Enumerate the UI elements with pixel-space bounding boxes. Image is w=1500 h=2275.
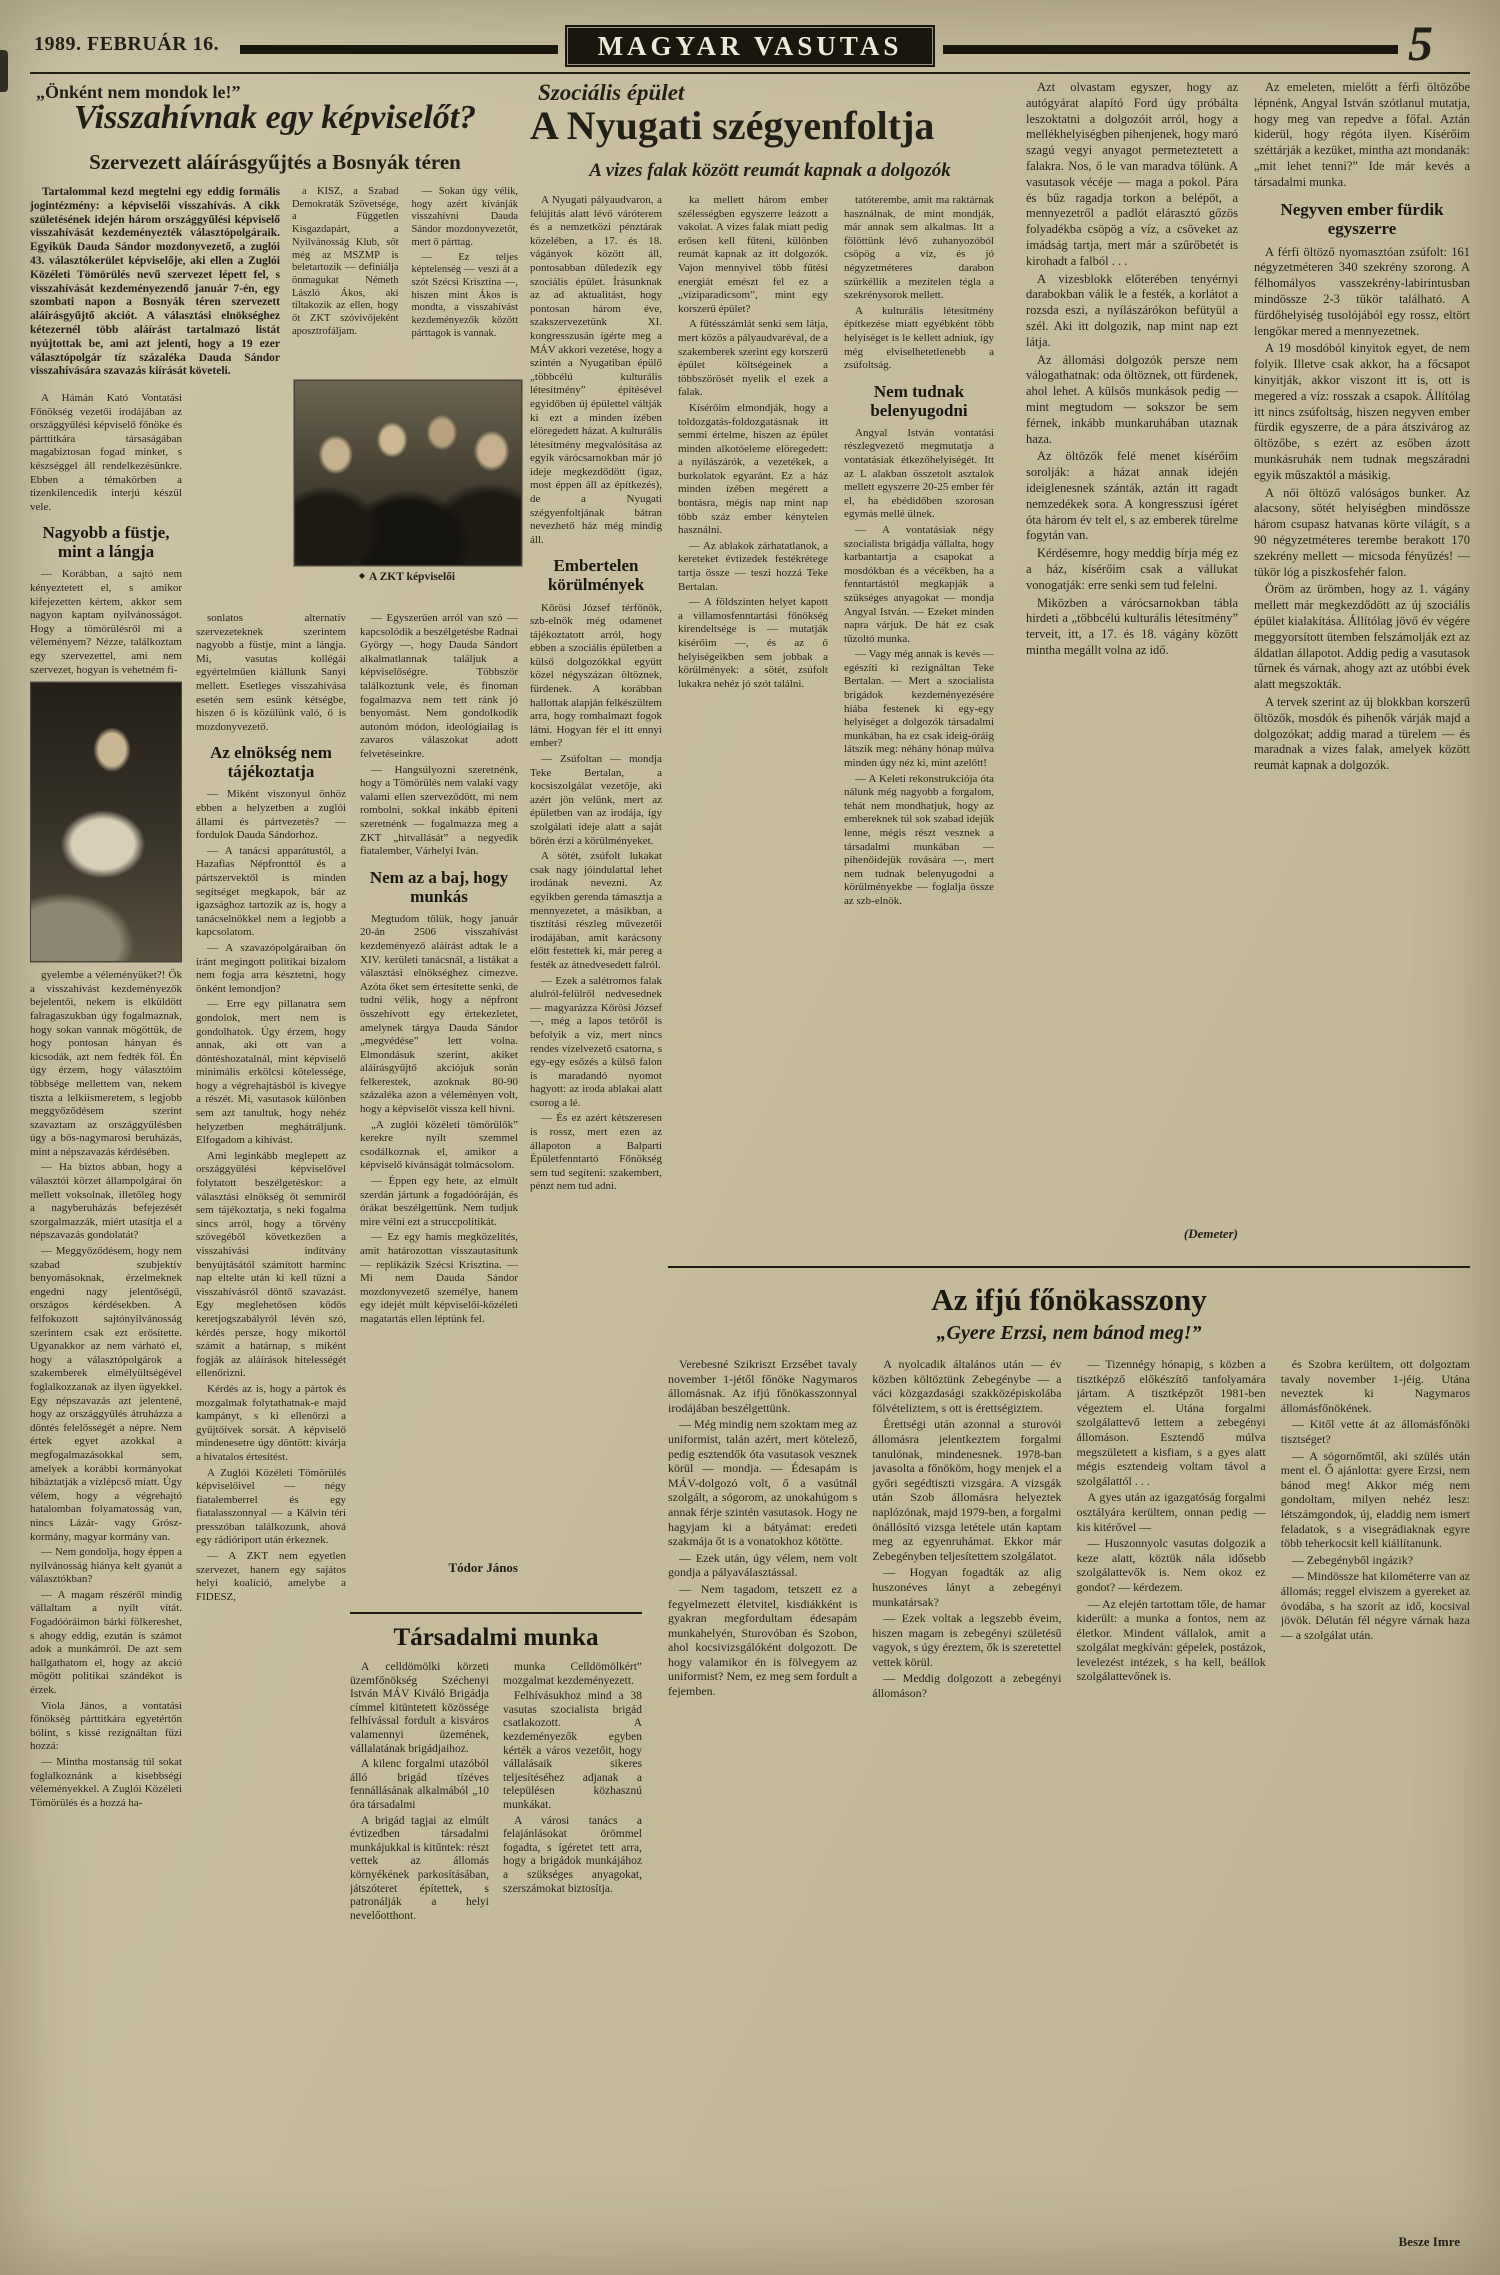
paragraph: Azt olvastam egyszer, hogy az autógyárat alapító Ford úgy próbálta leszoktatni a dolgozóit arról, hogy a mellékhelyiségben pihenjenek, hogy maró szagú vegyi anyagot permeteztetett a falakra. Nos, ő le van maradva tőlünk. A vasutasok vécéje — maga a pokol. Pára és bűz ragadja torkon a belépőt, a mennyezetről a padlót elárasztó gőzös folyadékba csöpög a víz, a csöveket az imádság tartja, mert már a szűrőbetét is kirohadt a falból . . . xyxy=(1026,80,1238,268)
paragraph: A városi tanács a felajánlásokat örömmel fogadta, s ígéretet tett arra, hogy a brigádok munkájához a szükséges anyagokat, szerszámokat biztosítja. xyxy=(503,1814,642,1895)
nyugati-headline: A Nyugati szégyenfoltja xyxy=(530,103,935,148)
paragraph: — Az ablakok zárhatatlanok, a kereteket évtizedek festékrétege tartja össze — teszi hozzá Teke Bertalan. xyxy=(678,539,828,593)
header-bar-right xyxy=(943,45,1398,54)
tarsadalmi-box xyxy=(350,1612,642,2258)
paragraph: „A zuglói közéleti tömörülők” kerekre nyílt szemmel csodálkoznak el, amikor a képviselő kívánságát tolmácsolom. xyxy=(360,1118,518,1172)
paragraph: tatóterembe, amit ma raktárnak használnak, de mint mondják, már annak sem alkalmas. Itt a fölöttünk lévő zuhanyozóból csöpög a víz, és jó négyzetméteres darabon szürkéllik a mezítelen tégla a szekrénysorok mellett. xyxy=(844,194,994,302)
tarsadalmi-column-2 xyxy=(503,1661,642,2221)
paragraph: Az állomási dolgozók persze nem válogathatnak: oda öltöznek, ott fürdenek, ahol lehet. A külsős munkások pedig — mint megtudom — sokszor be sem férnek, inkább munkaruhában utaznak haza. xyxy=(1026,352,1238,446)
paragraph: Miközben a várócsarnokban tábla hirdeti a „többcélú kulturális létesítmény” terveit, itt, a 17. és 18. vágány között mintha megállt volna az idő. xyxy=(1026,595,1238,657)
paragraph: — A vontatásiak négy szocialista brigádja vállalta, hogy karbantartja a csapokat a mosdókban és a vécékben, ha a fenntartástól megkapják a szükséges anyagokat — mondja Angyal István. — Ezeket minden napra várjuk. De hát ez csak tűzoltó munka. xyxy=(844,523,994,645)
paragraph: — Az elején tartottam tőle, de hamar kiderült: a munka a fontos, nem az életkor. Mindent vállalok, amit a szolgálat megkíván: gépelek, postázok, levelezést intézek, s ha kell, beállok szolgálattevőnek is. xyxy=(1076,1596,1266,1684)
paragraph: A férfi öltöző nyomasztóan zsúfolt: 161 négyzetméteren 340 szekrény szorong. A félhomályos vasszekrény-labirintusban mindössze 2-3 tükör található. A fürdőhelyiség tusolójából egy rossz, eltört lengőkar mered a mennyezetnek. xyxy=(1254,244,1470,338)
paragraph: — Sokan úgy vélik, hogy azért kívánják visszahívni Dauda Sándor mozdonyvezetőt, mert ő párttag. xyxy=(411,186,518,248)
paragraph: — A Keleti rekonstrukciója óta nálunk még nagyobb a forgalom, tehát nem mondhatjuk, hogy az embereknek túl sok szabad idejük lenne, mégis részt vesznek a társadalmi munkában — pihenőidejük rovására —, mert nem tudnak belenyugodni a körülményekbe — foglalja össze az szb-elnök. xyxy=(844,772,994,907)
paragraph: — Ez teljes képtelenség — veszi át a szót Szécsi Krisztina —, hiszen mint Ákos is mondta, a visszahívást kezdeményezők között párttagok is vannak. xyxy=(411,251,518,339)
paragraph: gyelembe a véleményüket?! Ők a visszahívást kezdeményezők bejelentői, nekem is elküldött falragaszukban úgy fogalmaznak, hogy sokan vannak mögöttük, de hogy pontosan hányan és kicsodák, azt nem fedték föl. Én úgy érzem, hogy választóim többsége mellettem van, nekem tiszta a lelkiismeretem, s legjobb meggyőződésem szerint szavaztam az országgyűlésben úgy a bős-nagymarosi beruházás, mint a népszavazás kérdésében. xyxy=(30,969,182,1158)
caption-text: A ZKT képviselői xyxy=(369,571,456,583)
column-text xyxy=(360,612,518,859)
paragraph: A vizesblokk előterében tenyérnyi darabokban válik le a festék, a korlátot a rozsda eszi, a nyílászárókon befütyül a szél. Aki itt dolgozik, nap mint nap ezt látja. xyxy=(1026,271,1238,349)
paragraph: — Nem tagadom, tetszett ez a fegyelmezett életvitel, kisdiákként is gyakran megfordultam édesapám munkahelyén, Sturovóban és Szobon, ahol kocsivizsgálóként dolgozott. De hogy valamikor én is fölvegyem az uniformist? Nem, ez meg sem fordult a fejemben. xyxy=(668,1581,858,1699)
paragraph: Verebesné Szikriszt Erzsébet tavaly november 1-jétől főnöke Nagymaros állomásnak. Az ifjú főnökasszonnyal irodájában beszélgettünk. xyxy=(668,1357,858,1415)
paragraph: — Meggyőződésem, hogy nem szabad szubjektív benyomásoknak, érzelmeknek engedni nagy jelentőségű, országos kérdésekben. A felfokozott sajtónyilvánosság szerintem csak ezt erősítette. Ugyanakkor az nem várható el, hogy a választópolgárok a szakemberek elmélyültségével foglalkozzanak az ilyen ügyekkel. Egy népszavazás azt jelentené, hogy az országgyűlés átruházza a döntés felelősségét a népre. Nem értek egyet azokkal a megfogalmazásokkal sem, amelyek a korábbi kormányokat hibáztatják a vízlépcső miatt. Úgy vélem, hogy a végrehajtó hatalomban folyamatosság van, nincs Lázár- vagy Grósz-kormány, magyar kormány van. xyxy=(30,1245,182,1543)
paragraph: és Szobra kerültem, ott dolgoztam tavaly november 1-jéig. Utána neveztek ki Nagymaros állomásfőnökének. xyxy=(1280,1357,1470,1415)
paragraph: A gyes után az igazgatóság forgalmi osztályára kerültem, onnan pedig — kis kitérővel — xyxy=(1076,1490,1266,1534)
paragraph: — Hangsúlyozni szeretnénk, hogy a Tömörülés nem valaki vagy valami ellen szerveződött, mi nem rombolni, sokkal inkább építeni szeretnénk — fogalmazza meg a ZKT „hitvallását” a negyedik fiatalember, Várhelyi Iván. xyxy=(360,763,518,858)
paragraph: — Nem gondolja, hogy éppen a nyilvánosság hiánya kelt gyanút a választókban? xyxy=(30,1546,182,1586)
paragraph: A Hámán Kató Vontatási Főnökség vezetői irodájában az országgyűlési képviselő főnöke és párttitkára társaságában magabiztosan fogad minket, s készséggel áll rendelkezésünkre. Ebben a témakörben a tizenkilencedik interjú készül vele. xyxy=(30,392,182,513)
fonokasszony-column-1 xyxy=(668,1357,857,2207)
nyugati-byline: (Demeter) xyxy=(1183,1226,1238,1241)
paragraph: — Zsúfoltan — mondja Teke Bertalan, a kocsiszolgálat vezetője, aki azért jön velünk, mert az épületben van az irodája, így szolgálati ideje alatt a saját bőrén érzi a körülményeket. xyxy=(530,753,662,847)
column-text xyxy=(30,568,182,677)
paragraph: Kérdésemre, hogy meddig bírja még ez a ház, kísérőim csak a vállukat vonogatják: erre senki sem tud felelni. xyxy=(1026,546,1238,592)
recall-lead-continuation xyxy=(292,186,518,378)
paragraph: — Erre egy pillanatra sem gondolok, mert nem is gondolhatok. Úgy érzem, hogy annak, aki ott van a döntéshozatalnál, mint képviselő minimális erkölcsi kötelessége, hogy a végrehajtásból is kivegye a részét. Mi, vasutasok különben sem azt tanultuk, hogy nehéz helyzetben meghátráljunk. Elfogadom a kihívást. xyxy=(196,998,346,1147)
header-rule xyxy=(30,72,1470,74)
paragraph: — A tanácsi apparátustól, a Hazafias Népfronttól és a pártszervektől is minden segítséget megkapok, bár az igazsághoz tartozik az is, hogy a tanácselnökkel nem a legjobb a kapcsolatom. xyxy=(196,844,346,939)
nyugati-column-4 xyxy=(1026,80,1238,1220)
paragraph: Öröm az ürömben, hogy az 1. vágány mellett már megkezdődött az új szociális épület kialakítása. Állítólag jövő év végére meggyorsított ütemben felszámolják ezt az áldatlan állapotot. Addig pedig a vasutasok tűrnek és várnak, ahogy azt az utóbbi évek alatt megszokták. xyxy=(1254,582,1470,692)
paragraph: — Egyszerűen arról van szó — kapcsolódik a beszélgetésbe Radnai György —, hogy Dauda Sándort alkalmatlannak találjuk a képviselőségre. Többször találkoztunk vele, és finoman fogalmazva nem tett ránk jó benyomást. Nem gondolkodik autonóm módon, ideológiailag is zavaros válaszokat adott felvetéseinkre. xyxy=(360,612,518,760)
scan-artifact xyxy=(0,50,8,92)
recall-subhead: Szervezett aláírásgyűjtés a Bosnyák téren xyxy=(89,150,461,174)
paragraph: — A szavazópolgáraiban ön iránt megingott politikai bizalom nem fogja arra késztetni, hogy önként lemondjon? xyxy=(196,941,346,995)
paragraph: — Korábban, a sajtó nem kényeztetett el, s amikor kifejezetten kértem, akkor sem nagyon kaptam nyilvánosságot. Hogy a tömörülésről mi a véleményem? Nézze, találkoztam egy szervezettel, ami nem szervezet, hogyan is vehetném fi- xyxy=(30,568,182,676)
fonokasszony-box xyxy=(668,1266,1470,2258)
column-text xyxy=(196,788,346,1604)
paragraph: A celldömölki körzeti üzemfőnökség Széchenyi István MÁV Kiváló Brigádja címmel kitüntetett közössége felhívással fordult a kisváros valamennyi üzemének, vállalatának brigádjaihoz. xyxy=(350,1661,489,1755)
fonokasszony-title: Az ifjú főnökasszony xyxy=(931,1282,1207,1317)
recall-byline: Tódor János xyxy=(448,1560,518,1575)
paragraph: — Kitől vette át az állomásfőnöki tisztséget? xyxy=(1280,1417,1470,1446)
paragraph: A fűtésszámlát senki sem látja, mert közös a pályaudvaréval, de a szakemberek szerint egy korszerű épület költségeinek a többszörösét nyelik el ezek a falak. xyxy=(678,318,828,399)
paragraph: Kérdés az is, hogy a pártok és mozgalmak folytathatnak-e majd kampányt, s ki ellenőrzi a gyűjtőívek sorsát. A képviselő mindenesetre úgy döntött: kivárja a hivatalos értesítést. xyxy=(196,1382,346,1463)
recall-kicker: „Önként nem mondok le!” xyxy=(36,82,241,102)
paragraph: Érettségi után azonnal a sturovói állomásra jelentkeztem forgalmi tanulónak, mindenesnek. 1978-ban javasolta a főnököm, hogy menjek el a győri segédtiszti vizsgára. A vizsgák után Szob állomásra helyeztek naplózónak, majd 1979-ben, a forgalmi önállósító vizsga letétele után kaptam meg az egyenruhámat. Ekkor már Zebegényben teljesítettem szolgálatot. xyxy=(872,1417,1062,1563)
column-text xyxy=(360,913,518,1327)
column-text xyxy=(530,602,662,1195)
paragraph: — Éppen egy hete, az elmúlt szerdán jártunk a fogadóóráján, és órákat beszélgettünk. Nem tudjuk mire vélni ezt a struccpolitikát. xyxy=(360,1175,518,1228)
column-text xyxy=(1254,80,1470,191)
paragraph: A tervek szerint az új blokkban korszerű öltözők, mosdók és pihenők várják majd a dolgozókat; addig marad a türelem — és maradnak a vizes falak, amelyek között reumát kapnak a dolgozók. xyxy=(1254,694,1470,773)
caption-marker-icon: ◆ xyxy=(358,571,366,580)
paragraph: — Még mindig nem szoktam meg az uniformist, talán azért, mert kötelező, pedig esztendők óta vasutasok vesznek körül — mondja. — Édesapám is MÁV-dolgozó volt, ő a vasútnál szolgált, a sógorom, az unokahúgom s annak férje szintén vasutasok. Hogy ne hagyjam ki a bátyámat: eredeti szakmája őt is a vonatokhoz kötötte. xyxy=(668,1417,858,1549)
nyugati-column-5 xyxy=(1254,80,1470,1250)
paragraph: munka Celldömölkért” mozgalmat kezdeményezett. xyxy=(503,1661,642,1687)
column-text xyxy=(844,194,994,373)
paragraph: — Mindössze hat kilométerre van az állomás; reggel elviszem a gyereket az óvodába, s ha szorít az idő, kocsival jövök. Délután fél négyre várnak haza — a szolgálat után. xyxy=(1280,1569,1470,1642)
paragraph: — Tizennégy hónapig, s közben a tisztképző előkészítő tanfolyamára jártam. A tisztképzőt 1981-ben végeztem el. Utána forgalmi szolgálattevő lettem a zebegényi állomáson. Esztendő múlva megszületett a kisfiam, s a gyes alatt mégis esztendeig voltam távol a szolgálattól . . . xyxy=(1076,1357,1266,1488)
paragraph: Angyal István vontatási részlegvezető megmutatja a vontatásiak étkezőhelyiségét. Itt az L alakban összetolt asztalok mellett egyszerre 20-25 ember fér el, ha ebédidőben szorosan egymás mellé ülnek. xyxy=(844,426,994,521)
paragraph: — Ezek a salétromos falak alulról-felülről nedvesednek — magyarázza Kőrösi József —, még a lapos tetőről is befolyik a víz, mert nincs rendes vízelvezető csatorna, s egy-egy esőzés a külső falon is maradandó nyomot hagyott: az iroda ablakai alatt csorog a lé. xyxy=(530,974,662,1109)
column-text xyxy=(30,969,182,1810)
paragraph: A női öltöző valóságos bunker. Az alacsony, sötét helyiségben mindössze három csupasz hatvanas körte világít, s a 90 négyzetméteres terembe berakott 170 szekrény mellett — micsoda fényűzés! — tükör lóg a piszkosfehér falon. xyxy=(1254,485,1470,579)
paragraph: — Ez egy hamis megközelítés, amit határozottan visszautasítunk — replikázik Szécsi Krisztina. — Mi nem Dauda Sándor mozdonyvezető személye, hanem egy idejét múlt képviselői-közéleti magatartás ellen léptünk fel. xyxy=(360,1231,518,1325)
issue-date: 1989. FEBRUÁR 16. xyxy=(34,33,220,55)
recall-headline: Visszahívnak egy képviselőt? xyxy=(73,99,477,136)
nyugati-column-3 xyxy=(844,194,994,1252)
paragraph: Kísérőim elmondják, hogy a toldozgatás-foldozgatásnak itt semmi értelme, hiszen az épület minden alkotóeleme elöregedett: a nyílászárók, a vezetékek, a burkolatok egyaránt. Ez a ház minden ízében megérett a bontásra, mégis nap mint nap több száz ember kénytelen használni. xyxy=(678,401,828,537)
paragraph: A Zuglói Közéleti Tömörülés képviselőivel — négy fiatalemberrel és egy fiatalasszonnyal — a Kálvin téri presszóban találkozunk, ahová egy rádióriport után érkeznek. xyxy=(196,1466,346,1547)
paragraph: A sötét, zsúfolt lukakat csak nagy jóindulattal lehet irodának nevezni. Az egyikben gerenda támasztja a mennyezetet, a másikban, a tisztítási részleg művezetői irodájában, amit karácsony előtt festettek ki, már pereg a festék az átnedvesedett falról. xyxy=(530,850,662,971)
paragraph: — Mintha mostanság túl sokat foglalkoznánk a kisebbségi véleményekkel. A Zuglói Közéleti Tömörülés és a hozzá ha- xyxy=(30,1756,182,1809)
column-text xyxy=(30,392,182,514)
recall-column-1 xyxy=(30,392,182,2248)
fonokasszony-column-4 xyxy=(1281,1357,1470,2207)
paragraph: sonlatos alternatív szervezeteknek szerintem nagyobb a füstje, mint a lángja. Mi, vasutas kollégái egyértelműen kiállunk Sanyi mellett. Esetleges visszahívása esetén sem esünk kétségbe, hiszen ő is közülünk való, ő is mozdonyvezető. xyxy=(196,612,346,733)
paragraph: A kulturális létesítmény építkezése miatt egyébként több helyiséget is le kellett adniuk, így még elviselhetetlenebb a zsúfoltság. xyxy=(844,304,994,372)
paragraph: — A sógornőmtől, aki szülés után ment el. Ő ajánlotta: gyere Erzsi, nem bánod meg! Akkor még nem gondoltam, milyen nehéz lesz: létszámgondok, új, eladdig nem ismert feladatok, s a visegrádiaknak egyre több teherkocsit kell kiállítanunk. xyxy=(1280,1448,1470,1551)
nyugati-column-1 xyxy=(530,194,662,1590)
paragraph: — Huszonnyolc vasutas dolgozik a keze alatt, köztük nála idősebb szolgálattevők is. Nem okoz ez gondot? — kérdezem. xyxy=(1076,1536,1266,1594)
page-number: 5 xyxy=(1408,15,1433,71)
tarsadalmi-title: Társadalmi munka xyxy=(393,1624,599,1651)
paragraph: a KISZ, a Szabad Demokraták Szövetsége, a Független Kisgazdapárt, a Nyilvánosság Klub, sőt még az MSZMP is beletartozik — definiálja önmagukat Németh László Ákos, aki tiltakozik az ellen, hogy őt ZKT szóvivőjeként aposztrofáljam. xyxy=(292,186,399,337)
column-text xyxy=(844,427,994,909)
column-text xyxy=(196,612,346,734)
paragraph: — Ezek voltak a legszebb éveim, hiszen magam is zebegényi születésű vagyok, s úgy éreztem, ők is szeretettel vettek körül. xyxy=(872,1611,1062,1669)
nyugati-kicker: Szociális épület xyxy=(538,80,685,105)
paragraph: A nyolcadik általános után — év közben költöztünk Zebegénybe — a váci közgazdasági szakközépiskolába fölvételiztem, s ott is érettségiztem. xyxy=(872,1357,1062,1415)
paragraph: — A magam részéről mindig vállaltam a nyílt vitát. Fogadóóráimon bárki fölkereshet, s ahogy eddig, ezután is számot adok a munkámról. De azt sem hallgathatom el, hogy az akció mögött politikai szándékot is érzek. xyxy=(30,1588,182,1697)
paragraph: A kilenc forgalmi utazóból álló brigád tízéves fennállásának alkalmából „10 óra társadalmi xyxy=(350,1758,489,1811)
paragraph: — Hogyan fogadták az alig huszonéves lányt a zebegényi munkatársak? xyxy=(872,1565,1062,1609)
column-text xyxy=(1254,245,1470,774)
fonokasszony-column-3 xyxy=(1077,1357,1266,2207)
photo-caption xyxy=(294,570,520,583)
lead-paragraph: Tartalommal kezd megtelni egy eddig formális jogintézmény: a képviselői visszahívás. A cikk születésének idején három országgyűlési képviselő visszahívását kezdeményezték választópolgáraik. Egyikük Dauda Sándor mozdonyvezető, a zuglói 43. választókerület képviselője, aki ellen a Zuglói Közéleti Tömörülés nevű szervezet lépett fel, s visszahívását kezdeményezendő január 7-én, egy szombati napon a Bosnyák téren szervezett aláírásgyűjtő akciót. A választási elnökséghez kétezernél több aláírást tartalmazó listát nyújtottak be, ami azt jelenti, hogy a 19 ezer választópolgár tíz százaléka Dauda Sándor visszahívására szavazás kiírását követeli. xyxy=(30,186,280,378)
crosshead-smoke: Nagyobb a füstje, mint a lángja xyxy=(42,523,170,562)
masthead: MAGYAR VASUTAS xyxy=(565,25,935,67)
paragraph: Az emeleten, mielőtt a férfi öltözőbe lépnénk, Angyal István szótlanul mutatja, hogy meg van repedve a főfal. Aztán kiderül, hogy régóta ilyen. Kísérőim széttárják a kezüket, mintha azt mondanák: „mit lehet tenni?” Ide már kevés a társadalmi munka. xyxy=(1254,80,1470,189)
group-photo xyxy=(294,380,522,566)
nyugati-subhead: A vizes falak között reumát kapnak a dolgozók xyxy=(589,160,951,181)
paragraph: — És ez azért kétszeresen is rossz, mert ezen az állapoton a Balparti Épületfenntartó Főnökség sem tud segíteni: szakembert, pénzt nem tud adni. xyxy=(530,1112,662,1193)
fonokasszony-column-2 xyxy=(872,1357,1061,2207)
paragraph: — A ZKT nem egyetlen szervezet, hanem egy sajátos helyi koalíció, amelybe a FIDESZ, xyxy=(196,1550,346,1603)
paragraph: Megtudom tőlük, hogy január 20-án 2506 visszahívást kezdeményező aláírást adtak le a XIV. kerületi tanácsnál, a listákat a választási elnökséghez címezve. Azóta őket sem értesítette senki, de tudni vélik, hogy a népfront összehívott egy értekezletet, amelynek tárgya Dauda Sándor „megvédése” lett volna. Elmondásuk szerint, akiket aláírásgyűjtő akciójuk során felkerestek, azoknak 80-90 százaléka azon a véleményen volt, hogy a képviselőt vissza kell hívni. xyxy=(360,912,518,1116)
crosshead-forty: Negyven ember fürdik egyszerre xyxy=(1280,199,1444,238)
paragraph: — Vagy még annak is kevés — egészíti ki rezignáltan Teke Bertalan. — Mert a szocialista brigádok kezdeményezésére hiába festenek ki egy-egy helyiséget a dolgozók társadalmi munkában, ha ez csak ideig-óráig látszik meg: néhány hónap múlva minden úgy néz ki, mint azelőtt! xyxy=(844,648,994,770)
recall-column-3 xyxy=(360,612,518,1552)
crosshead-worker: Nem az a baj, hogy munkás xyxy=(369,867,509,906)
column-text xyxy=(530,194,662,547)
recall-lead xyxy=(30,186,280,378)
paragraph: — Ezek után, úgy vélem, nem volt gondja a pályaválasztással. xyxy=(668,1550,858,1580)
recall-column-2 xyxy=(196,612,346,2245)
paragraph: ka mellett három ember szélességben egyszerre leázott a vakolat. A vizes falak miatt pedig erősen kell fűteni, különben reumát kapnak az itt dolgozók. Vajon mennyivel több fűtési energiát emészt fel ez a „víziparadicsom”, mint egy korszerű épület? xyxy=(678,194,828,315)
paragraph: — Ha biztos abban, hogy a választói körzet állampolgárai ön mellett voksolnak, illetőleg hogy a nagyberuházás befejezését szorgalmazzák, miért utasítja el a népszavazás gondolatát? xyxy=(30,1161,182,1242)
paragraph: Az öltözők felé menet kísérőim sorolják: a házat annak idején ideiglenesnek szánták, aztán itt ragadt nemzedékek sora. A kongresszusi ígéret óta három év telt el, s az emberek türelme fogytán van. xyxy=(1026,449,1238,543)
portrait-photo xyxy=(30,682,182,962)
fonokasszony-subtitle: „Gyere Erzsi, nem bánod meg!” xyxy=(936,1322,1202,1344)
paragraph: Ami leginkább meglepett az országgyűlési képviselővel folytatott beszélgetéskor: a választási elnökség őt semmiről sem tájékoztatja, s neki fogalma sincs arról, hogy a törvény szövegéből következően a visszahívási indítvány benyújtásától számított harminc nap eltelte után ki kell tűzni a visszahívásról döntő szavazást. Egy meglehetősen ködös keretjogszabályról lévén szó, kérdés persze, hogy mikortól számít a határnap, s miként fogják az aláírások hitelességét ellenőrizni. xyxy=(196,1149,346,1380)
paragraph: Felhívásukhoz mind a 38 vasutas szocialista brigád csatlakozott. A kezdeményezők egyben kérték a város vezetőit, hogy vállalásaik sikeres teljesítéséhez adjanak a településen közhasznú munkákat. xyxy=(503,1690,642,1811)
paragraph: Kőrösi József térfőnök, szb-elnök még odamenet tájékoztatott arról, hogy ebben a szociális épületben a külső dolgozókkal együtt közel négyszázan öltöznek, fürdenek. A korábban hallottak alapján felkészültem arra, hogy romhalmazt fogok látni. Hogyan fér el itt ennyi ember? xyxy=(530,601,662,750)
paragraph: A Nyugati pályaudvaron, a felújítás alatt lévő váróterem és a nemzetközi pénztárak közelében, a 17. és 18. vágányok között áll, pontosabban düledezik egy szociális épület. Írásunknak az ad aktualitást, hogy pontosan három éve, szakszervezetünk XI. kongresszusán ígérte meg a MÁV akkori vezetése, hogy a szintén a Nyugatiban épülő „többcélú kulturális létesítmény” építésével egyidőben új épülettel váltják ki ezt a minden ízében elöregedett házat. A kulturális létesítmény megvalósítása az egyik várócsarnokban már jó ideje megkezdődött (igaz, most éppen áll az építkezés), de a Nyugati szégyenfoltjának bátran nevezhető ház még mindig áll. xyxy=(530,194,662,546)
header-bar-left xyxy=(240,45,558,54)
nyugati-column-2 xyxy=(678,194,828,1252)
crosshead-inhuman: Embertelen körülmények xyxy=(547,556,645,595)
paragraph: — Meddig dolgozott a zebegényi állomáson? xyxy=(872,1671,1062,1701)
paragraph: — Zebegényből ingázik? xyxy=(1291,1552,1414,1567)
tarsadalmi-column-1 xyxy=(350,1661,489,2221)
paragraph: A brigád tagjai az elmúlt évtizedben társadalmi munkájukkal is kitűntek: részt vettek az állomás környékének parkosításában, játszóteret építettek, s patronálják a helyi nevelőotthont. xyxy=(350,1814,489,1922)
crosshead-resign: Nem tudnak belenyugodni xyxy=(870,381,968,420)
paragraph: — Miként viszonyul önhöz ebben a helyzetben a zuglói állami és pártvezetés? — fordulok Dauda Sándorhoz. xyxy=(196,788,346,842)
paragraph: A 19 mosdóból kinyitok egyet, de nem folyik. Illetve csak akkor, ha a főcsapot kinyitják, akkor viszont itt is, ott is megered a víz: rosszak a csapok. Állítólag itt nincs zsúfoltság, hiszen negyven ember fürdik egyszerre, de a pára átszivárog az öltözőbe, s ezért az esőben ázott munkásruhák nem tudnak megszáradni egyik műszaktól a másikig. xyxy=(1254,341,1470,482)
paragraph: Viola János, a vontatási főnökség párttitkára egyetértőn bólint, s kissé rezignáltan fűzi hozzá: xyxy=(30,1699,182,1753)
paragraph: — A földszinten helyet kapott a villamosfenntartási főnökség kirendeltsége is — mutatják kísérőim —, és az ő helyiségeikben sem jobbak a körülmények: a sötét, zsúfolt lukakra nehéz jó szót találni. xyxy=(678,596,828,690)
fonokasszony-byline: Besze Imre xyxy=(1398,2234,1460,2249)
crosshead-board: Az elnökség nem tájékoztatja xyxy=(210,743,332,782)
